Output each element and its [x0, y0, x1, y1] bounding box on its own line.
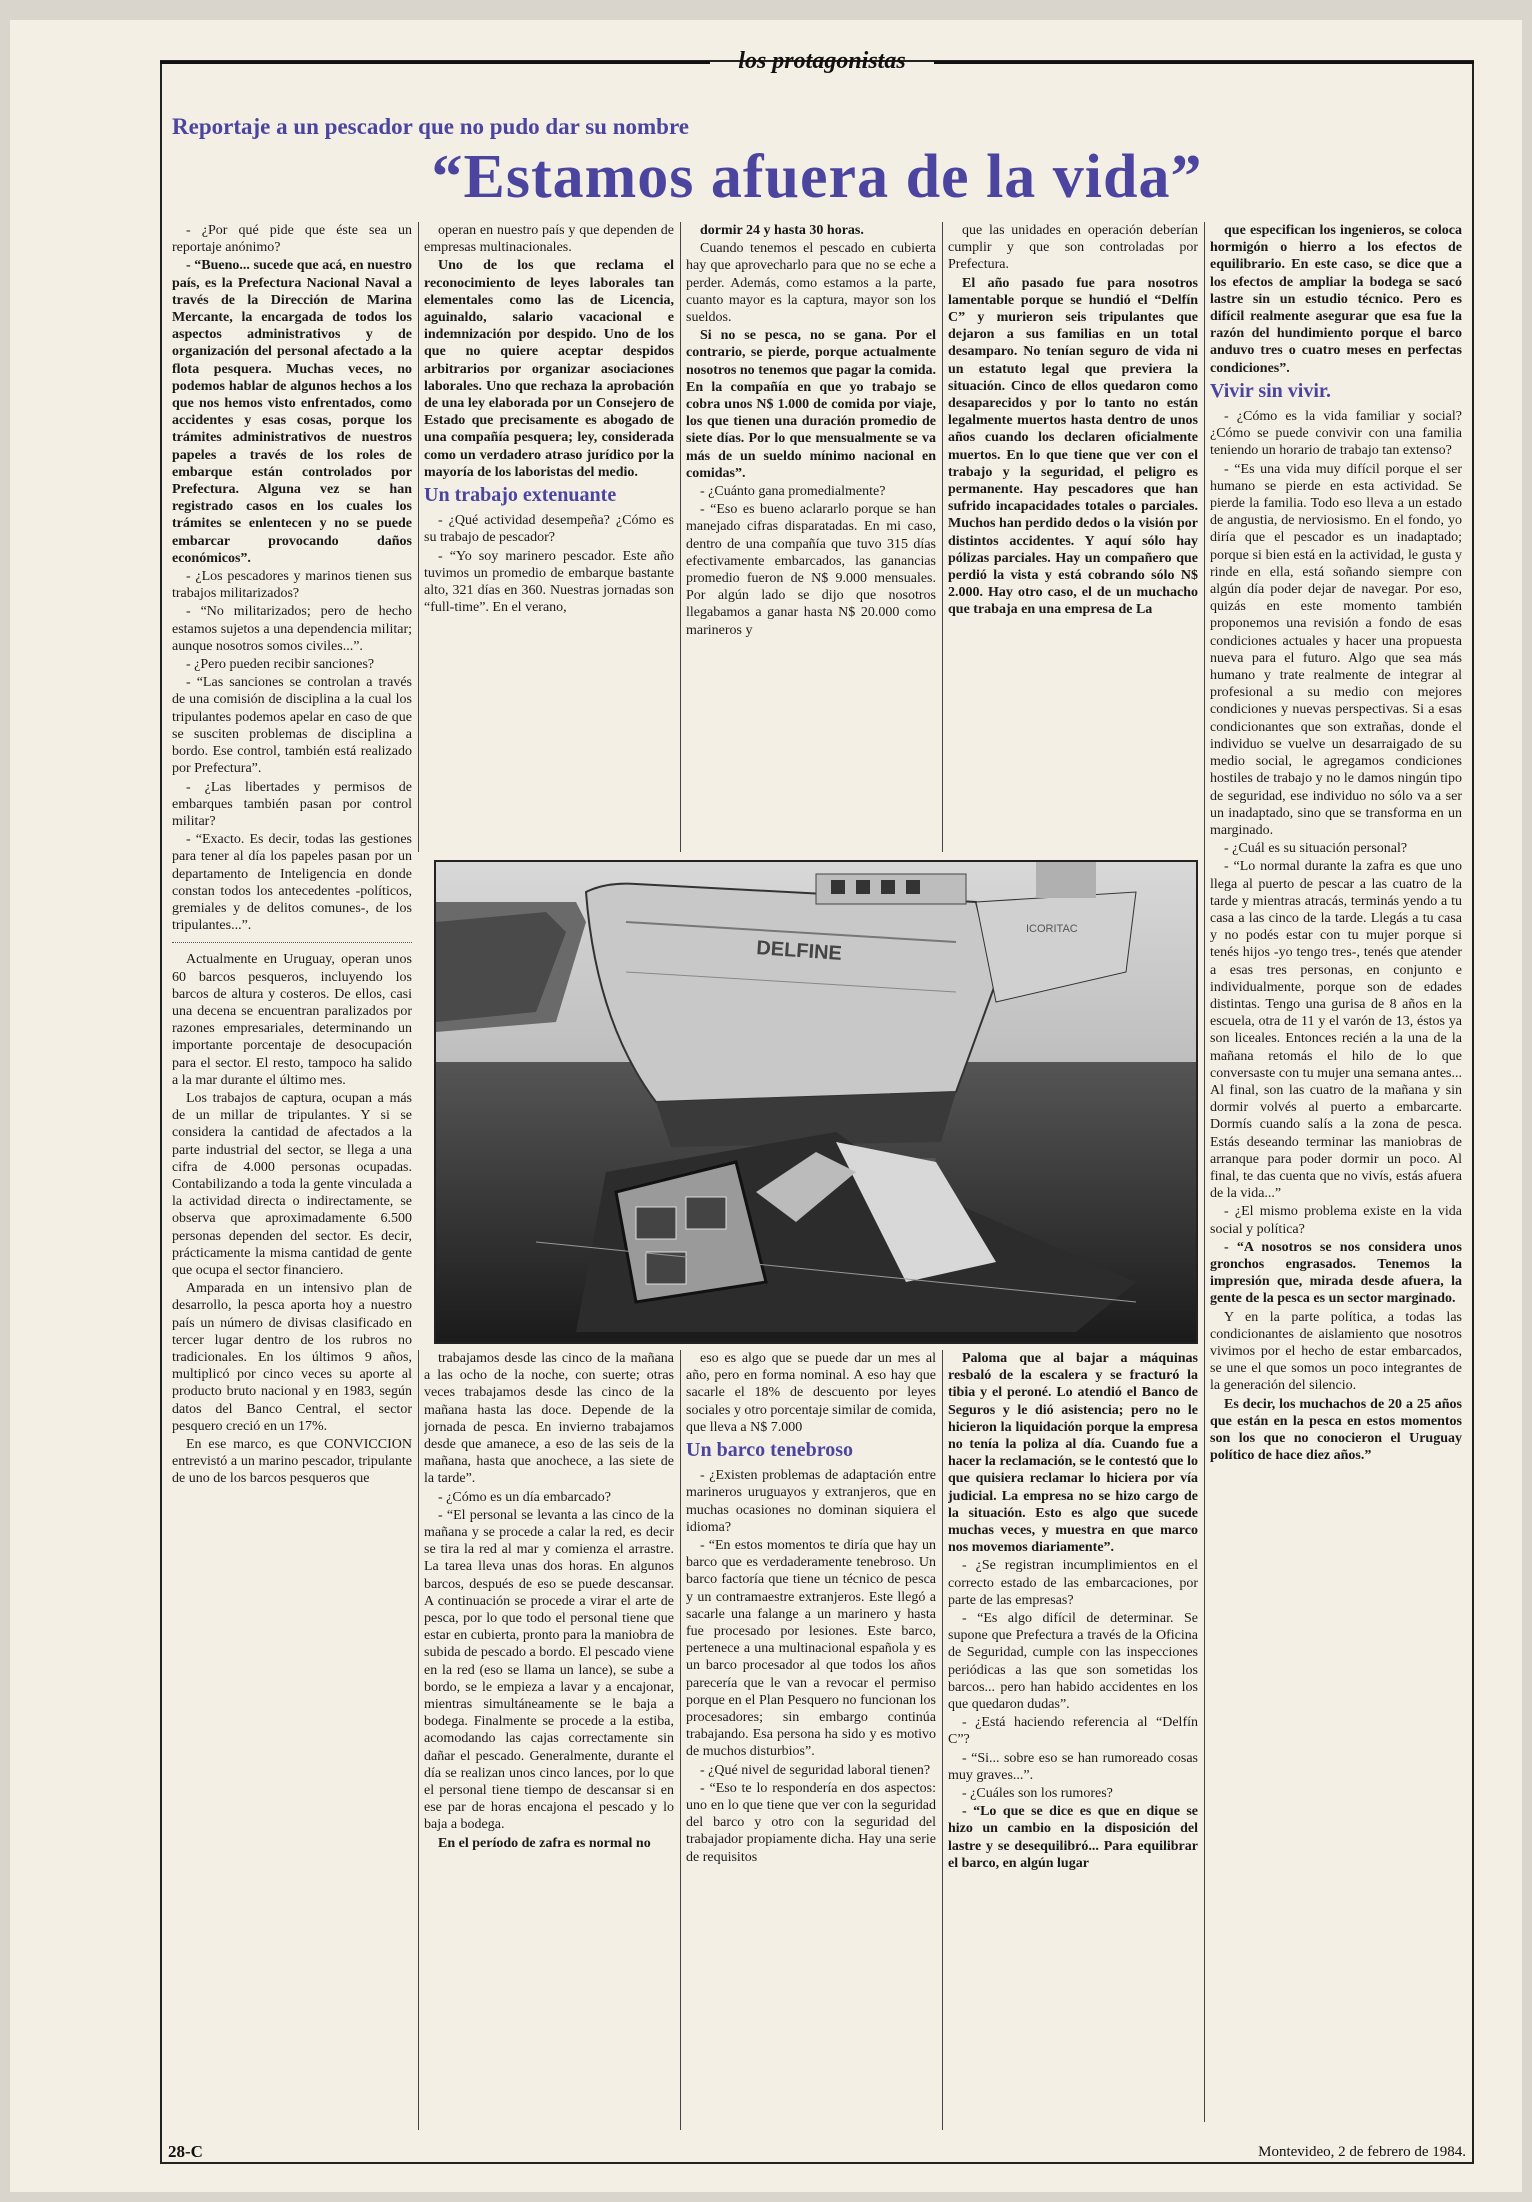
- paragraph: - “Eso es bueno aclararlo porque se han manejado cifras disparatadas. En mi caso, dentro de una compañía que tuvo 315 días efectivamente embarcados, las ganancias promedio fueron de N$ 9.000 mensuales. Por algún lado se dijo que nosotros llegabamos a ganar hasta N$ 20.000 como marineros y: [686, 502, 936, 638]
- paragraph: - “Lo normal durante la zafra es que uno llega al puerto de pescar a las cuatro de la tarde y mientras atracás, terminás yendo a tu casa a las cinco de la tarde. Llegás a tu casa y no podés estar con tu mujer porque si tenés hijos -yo tengo tres-, tenés que atender a esas tres personas, en conjunto e individualmente, porque son de edades distintas. Tengo una gurisa de 8 años en la escuela, otra de 11 y el varón de 13, éstos ya son liceales. Entonces recién a la una de la mañana retomás el hilo de lo que conversaste con tu mujer una semana antes... Al final, son las cuatro de la mañana y sin dormir volvés al puerto a embarcarte. Dormís cuando salís a la zona de pesca. Estás deseando terminar las maniobras de arranque para poder dormir un poco. Al final, te das cuenta que no vivís, estás afuera de la vida...”: [1210, 859, 1462, 1202]
- paragraph: - ¿Pero pueden recibir sanciones?: [186, 657, 375, 673]
- paragraph: - “Yo soy marinero pescador. Este año tuvimos un promedio de embarque bastante alto, 321 días en 360. Nuestras jornadas son “full-time”. En el verano,: [424, 548, 674, 616]
- paragraph: Los trabajos de captura, ocupan a más de un millar de tripulantes. Y si se considera la cantidad de afectados a la parte industrial del sector, se llega a una cifra de 4.000 personas ocupadas. Contabilizando a toda la gente vinculada a la actividad directa o indirectamente, se observa que aproximadamente 6.500 personas dependen del sector. Es decir, prácticamente la misma cantidad de gente que ocupa el sector financiero.: [172, 1090, 412, 1278]
- newspaper-sheet: [10, 20, 1522, 2192]
- paragraph: - “No militarizados; pero de hecho estamos sujetos a una dependencia militar; aunque nosotros somos civiles...”.: [172, 604, 412, 654]
- column-5: [1210, 222, 1462, 2122]
- boat-photo: [434, 860, 1198, 1344]
- column-1: [172, 222, 412, 2122]
- paragraph: - ¿Está haciendo referencia al “Delfín C”?: [948, 1715, 1198, 1748]
- column-3-bottom-text: [686, 1350, 936, 1436]
- column-3-bottom-text-b: [686, 1467, 936, 1866]
- column-5-text: [1210, 222, 1462, 377]
- column-rule: [1204, 222, 1205, 2122]
- paragraph: que las unidades en operación deberían cumplir y que son controladas por Prefectura.: [948, 223, 1198, 273]
- paragraph: - ¿Qué nivel de seguridad laboral tienen?: [700, 1762, 931, 1778]
- paragraph: - “Las sanciones se controlan a través de una comisión de disciplina a la cual los tripulantes podemos apelar en caso de que se susciten problemas de disciplina a bordo. Ese control, también está realizado por Prefectura”.: [172, 675, 412, 777]
- column-3-bottom: [686, 1350, 936, 2130]
- paragraph: Uno de los que reclama el reconocimiento de leyes laborales tan elementales como las de Licencia, aguinaldo, salario vacacional e indemnización por despido. Uno de los que no quiere aceptar despidos arbitrarios por organizar asociaciones laborales. Uno que rechaza la aprobación de una ley elaborada por un Consejero de Estado que precisamente es abogado de una compañía pesquera; ley, considerada como un verdadero atraso jurídico por la mayoría de los laboristas del medio.: [424, 258, 674, 480]
- paragraph: - “Bueno... sucede que acá, en nuestro país, es la Prefectura Nacional Naval a través de la Dirección de Marina Mercante, la encargada de todos los aspectos administrativos y de organización del personal afectado a la flota pesquera. Muchas veces, no podemos hablar de algunos hechos a los que nos hemos visto enfrentados, como accidentes y esas cosas, porque los trámites administrativos de nuestros papeles a través de los roles de embarque están controlados por Prefectura. Alguna vez se han registrado casos en los cuales los trámites se enlentecen y no se puede embarcar provocando daños económicos”.: [172, 258, 412, 566]
- column-rule: [942, 1350, 943, 2130]
- section-rule-left: [160, 61, 710, 64]
- paragraph: dormir 24 y hasta 30 horas.: [700, 223, 864, 238]
- column-4-bottom: [948, 1350, 1198, 2130]
- paragraph: - ¿Se registran incumplimientos en el correcto estado de las embarcaciones, por parte de las empresas?: [948, 1558, 1198, 1608]
- paragraph: - “A nosotros se nos considera unos gronchos engrasados. Tenemos la impresión que, mirada desde afuera, la gente de la pesca es un sector marginado.: [1210, 1239, 1462, 1307]
- paragraph: - ¿Por qué pide que éste sea un reportaje anónimo?: [172, 223, 412, 256]
- subhead-vivir: Vivir sin vivir.: [1210, 379, 1331, 402]
- paragraph: Actualmente en Uruguay, operan unos 60 barcos pesqueros, incluyendo los barcos de altura y costeros. De ellos, casi una decena se encuentran paralizados por razones empresariales, determinando un importante porcentaje de desocupación para el sector. El resto, tampoco ha salido a la mar durante el último mes.: [172, 952, 412, 1088]
- column-2-bottom: [424, 1350, 674, 2130]
- article-kicker: Reportaje a un pescador que no pudo dar su nombre: [172, 114, 689, 139]
- paragraph: Si no se pesca, no se gana. Por el contrario, se pierde, porque actualmente nosotros no tenemos que pagar la comida. En la compañía en que yo trabajo se cobra unos N$ 1.000 de comida por viaje, los que tienen una duración promedio de siete días. Por lo que mensualmente se va más de un sueldo mínimo nacional en comidas”.: [686, 328, 936, 481]
- paragraph: En el período de zafra es normal no: [438, 1835, 651, 1851]
- paragraph: - “Es una vida muy difícil porque el ser humano se pierde en esta actividad. Se pierde la familia. Todo eso lleva a un estado de angustia, de nerviosismo. En el fondo, yo diría que el pescador es un inadaptado; porque si bien está en la actividad, le gusta y rinde en ella, está soñando siempre con algún día poder dejar de navegar. Por eso, quizás en este momento también proponemos una revisión a fondo de esas condiciones actuales y hacer una propuesta nueva para el futuro. Algo que sea más humano y trate realmente de integrar al profesional a su medio con mejores condiciones y nuevas perspectivas. Si a esas condicionantes que son extrañas, donde el individuo se vuelve un desarraigado de su medio social, le agregamos condiciones hostiles de trabajo y no le damos ningún tipo de seguridad, ese individuo no sólo va a ser un inadaptado, sino que se transforma en un marginado.: [1210, 461, 1462, 838]
- column-1-intro: [172, 951, 412, 1487]
- paragraph: - ¿El mismo problema existe en la vida social y política?: [1210, 1204, 1462, 1237]
- column-2-top-text: [424, 222, 674, 481]
- column-rule: [680, 1350, 681, 2130]
- column-1-interview: [172, 222, 412, 934]
- sunken-boat-illustration: [436, 862, 1196, 1342]
- paragraph: operan en nuestro país y que dependen de empresas multinacionales.: [424, 223, 674, 256]
- column-rule: [942, 222, 943, 852]
- page-folio: 28-C: [168, 2142, 203, 2161]
- subhead-trabajo: Un trabajo extenuante: [424, 484, 617, 507]
- paragraph: Paloma que al bajar a máquinas resbaló de la escalera y se fracturó la tibia y el peroné. Lo atendió el Banco de Seguros y le dió asistencia; pero no le hicieron la liquidación porque la empresa no tenía la poliza al día. Cuando fue a hacer la reclamación, se le contestó que lo que quisiera reclamar lo hiciera por vía judicial. La empresa no se hizo cargo de la situación. Esto es algo que sucede muchas veces, y muestra en que marco nos movemos diariamente”.: [948, 1351, 1198, 1556]
- paragraph: trabajamos desde las cinco de la mañana a las ocho de la noche, con suerte; otras veces trabajamos desde las cinco de la mañana hasta las doce. Depende de la jornada de pesca. En invierno trabajamos desde que amanece, a eso de las seis de la mañana, hasta que anochece, a las siete de la tarde”.: [424, 1351, 674, 1487]
- paragraph: - ¿Cuáles son los rumores?: [962, 1786, 1113, 1802]
- section-rule-right: [934, 61, 1474, 64]
- dateline: Montevideo, 2 de febrero de 1984.: [1258, 2144, 1466, 2160]
- paragraph: En ese marco, es que CONVICCION entrevistó a un marino pescador, tripulante de uno de los barcos pesqueros que: [172, 1437, 412, 1487]
- paragraph: - ¿Las libertades y permisos de embarques también pasan por control militar?: [172, 779, 412, 829]
- paragraph: - ¿Cómo es la vida familiar y social? ¿Cómo se puede convivir con una familia teniendo un horario de trabajo tan extenso?: [1210, 409, 1462, 459]
- paragraph: - ¿Qué actividad desempeña? ¿Cómo es su trabajo de pescador?: [424, 513, 674, 546]
- paragraph: - “Si... sobre eso se han rumoreado cosas muy graves...”.: [948, 1750, 1198, 1783]
- column-2-top-text-b: [424, 512, 674, 616]
- article-headline: “Estamos afuera de la vida”: [431, 143, 1203, 211]
- paragraph: Es decir, los muchachos de 20 a 25 años que están en la pesca en estos momentos son los que no conocieron el Uruguay político de hace diez años.”: [1210, 1396, 1462, 1464]
- second-hull-text: ICORITAC: [1026, 923, 1078, 935]
- paragraph: - “Eso te lo respondería en dos aspectos: uno en lo que tiene que ver con la seguridad del barco y otro con la seguridad del trabajador propiamente dicha. Hay una serie de requisitos: [686, 1780, 936, 1865]
- column-3-top: [686, 222, 936, 852]
- column-2-bottom-text: [424, 1350, 674, 1852]
- paragraph: - ¿Cuánto gana promedialmente?: [700, 484, 886, 500]
- article-page: [160, 48, 1474, 2164]
- paragraph: eso es algo que se puede dar un mes al año, pero en forma nominal. A eso hay que sacarle el 18% de descuento por leyes sociales y otro porcentaje similar de comida, que lleva a N$ 7.000: [686, 1351, 936, 1435]
- column-rule: [418, 1350, 419, 2130]
- column-3-top-text: [686, 222, 936, 639]
- paragraph: - ¿Cuál es su situación personal?: [1224, 841, 1408, 857]
- paragraph: Y en la parte política, a todas las condicionantes de aislamiento que nosotros vivimos por el hecho de estar embarcados, se une el que somos un poco integrantes de la generación del silencio.: [1210, 1309, 1462, 1394]
- column-4-top-text: [948, 222, 1198, 619]
- column-5-text-b: [1210, 408, 1462, 1464]
- subhead-barco: Un barco tenebroso: [686, 1439, 854, 1462]
- paragraph: - “Es algo difícil de determinar. Se supone que Prefectura a través de la Oficina de Seguridad, cumple con las inspecciones periódicas a las que son sometidas los barcos... pero han habido accidentes en los que quedaron dudas”.: [948, 1611, 1198, 1713]
- column-rule: [418, 222, 419, 852]
- paragraph: Cuando tenemos el pescado en cubierta hay que aprovecharlo para que no se eche a perder. Además, como estamos a la parte, cuanto mayor es la captura, mayor son los sueldos.: [686, 241, 936, 326]
- paragraph: Amparada en un intensivo plan de desarrollo, la pesca aporta hoy a nuestro país un número de divisas clasificado en tercer lugar dentro de los rubros no tradicionales. En los últimos 9 años, multiplicó por cinco veces su aporte al producto bruto nacional y en 1983, según datos del Banco Central, el sector pesquero creció en un 17%.: [172, 1281, 412, 1434]
- section-name: los protagonistas: [738, 48, 906, 74]
- paragraph: - “El personal se levanta a las cinco de la mañana y se procede a calar la red, es decir se tira la red al mar y comienza el arrastre. La tarea lleva unas dos horas. En algunos barcos, después de eso se puede descansar. A continuación se procede a virar el arte de pesca, por lo que todo el personal tiene que estar en cubierta, pronto para la maniobra de subida de pescado a bordo. El pescado viene en la red (eso se llama un lance), se sube a bordo, se le empieza a lavar y a encajonar, mientras simultáneamente se le baja a bodega. Finalmente se procede a la estiba, acomodando las cajas correctamente sin dañar el pescado. Generalmente, durante el día se realizan unos cinco lances, por lo que el personal tiene tiempo de descansar si en ese par de horas encajona el pescado y lo baja a bodega.: [424, 1507, 674, 1833]
- column-4-top: [948, 222, 1198, 852]
- paragraph: - “En estos momentos te diría que hay un barco que es verdaderamente tenebroso. Un barco factoría que tiene un técnico de pesca y un contramaestre extranjeros. Este llegó a sacarle una falange a un marinero y hasta fue procesado por lesiones. Este barco, pertenece a una multinacional española y es un barco procesador al que todos los años parecería que le van a revocar el permiso porque en el Plan Pesquero no funcionan los procesadores; sin embargo continúa trabajando. Esa persona ha sido y es motivo de muchos disturbios”.: [686, 1538, 936, 1760]
- column-4-bottom-text: [948, 1350, 1198, 1872]
- column-2-top: [424, 222, 674, 852]
- column-separator: [172, 942, 412, 943]
- hull-name-text: DELFINE: [755, 937, 843, 965]
- paragraph: El año pasado fue para nosotros lamentable porque se hundió el “Delfín C” y murieron seis tripulantes que dejaron a sus familias en un total desamparo. No tenían seguro de vida ni un estatuto legal que previera la situación. Cinco de ellos quedaron como desaparecidos y por lo tanto no están legalmente muertos hasta dentro de unos años cuando los declaren oficialmente muertos. En lo que tiene que ver con el trabajo y la seguridad, el peligro es permanente. Hay pescadores que han sufrido incapacidades totales o parciales. Muchos han perdido dedos o la visión por distintos accidentes. Y aquí sólo hay pólizas parciales. Hay un compañero que perdió la vista y está cobrando sólo N$ 2.000. Hay otro caso, el de un muchacho que trabaja en una empresa de La: [948, 275, 1198, 618]
- paragraph: que especifican los ingenieros, se coloca hormigón o hierro a los efectos de equilibrario. En este caso, se dice que a los efectos de ampliar la bodega se sacó lastre sin un estudio técnico. Pero es difícil realmente asegurar que esa fue la razón del hundimiento porque el barco anduvo tres o cuatro meses en perfectas condiciones”.: [1210, 223, 1462, 376]
- paragraph: - ¿Existen problemas de adaptación entre marineros uruguayos y extranjeros, que en muchas ocasiones no dominan siquiera el idioma?: [686, 1468, 936, 1535]
- paragraph: - ¿Cómo es un día embarcado?: [438, 1489, 611, 1505]
- column-rule: [680, 222, 681, 852]
- paragraph: - “Exacto. Es decir, todas las gestiones para tener al día los papeles pasan por un departamento de Inteligencia en donde constan todos los antecedentes -políticos, gremiales y de delitos comunes-, de los tripulantes...”.: [172, 832, 412, 934]
- paragraph: - “Lo que se dice es que en dique se hizo un cambio en la disposición del lastre y se desequilibró... Para equilibrar el barco, en algún lugar: [948, 1804, 1198, 1871]
- paragraph: - ¿Los pescadores y marinos tienen sus trabajos militarizados?: [172, 569, 412, 602]
